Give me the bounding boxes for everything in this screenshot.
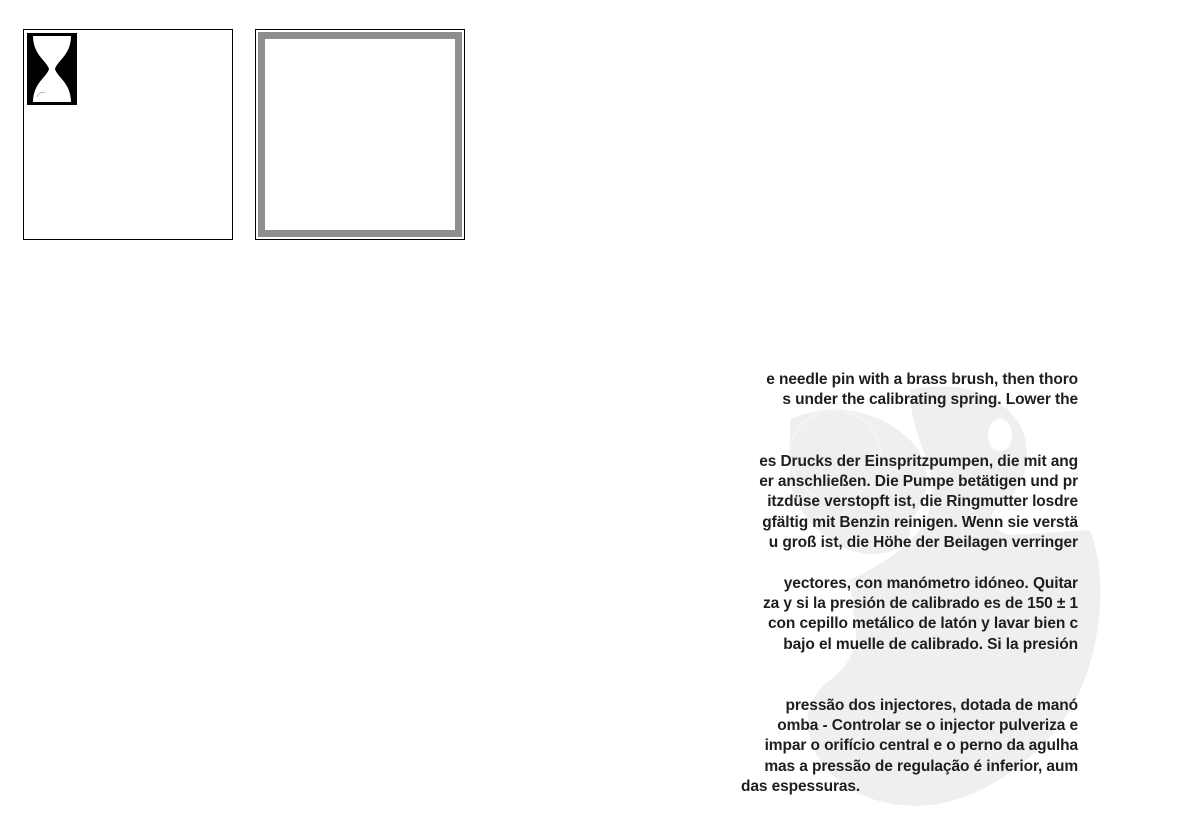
text-block-english — [700, 370, 1078, 410]
text-line: yectores, con manómetro idóneo. Quitar — [783, 575, 1078, 592]
text-block-german — [700, 452, 1078, 553]
figure-box-left — [23, 29, 233, 240]
figure-frame — [258, 32, 462, 237]
text-line: mas a pressão de regulação é inferior, aum — [764, 757, 1078, 775]
text-line: u groß ist, die Höhe der Beilagen verringer — [768, 533, 1078, 551]
text-line: omba - Controlar se o injector pulveriza e — [777, 717, 1078, 735]
text-line: itzdüse verstopft ist, die Ringmutter losdre — [767, 493, 1078, 511]
text-block-spanish — [700, 574, 1078, 655]
hourglass-icon — [27, 33, 77, 105]
figure-box-right — [255, 29, 465, 240]
text-line: er anschließen. Die Pumpe betätigen und pr — [759, 473, 1078, 491]
text-line: es Drucks der Einspritzpumpen, die mit ang — [759, 453, 1078, 470]
text-line: gfältig mit Benzin reinigen. Wenn sie verstä — [762, 513, 1078, 531]
text-line: pressão dos injectores, dotada de manó — [785, 697, 1078, 714]
text-line: bajo el muelle de calibrado. Si la presión — [783, 635, 1078, 653]
text-line: con cepillo metálico de latón y lavar bien c — [767, 615, 1078, 633]
text-line: impar o orifício central e o perno da agulha — [764, 737, 1078, 755]
text-block-portuguese — [700, 696, 1078, 797]
text-line: e needle pin with a brass brush, then thoro — [766, 371, 1078, 388]
text-line: s under the calibrating spring. Lower the — [782, 391, 1078, 409]
text-line: das espessuras. — [741, 777, 861, 795]
text-line: za y si la presión de calibrado es de 150 ± 1 — [762, 595, 1078, 613]
